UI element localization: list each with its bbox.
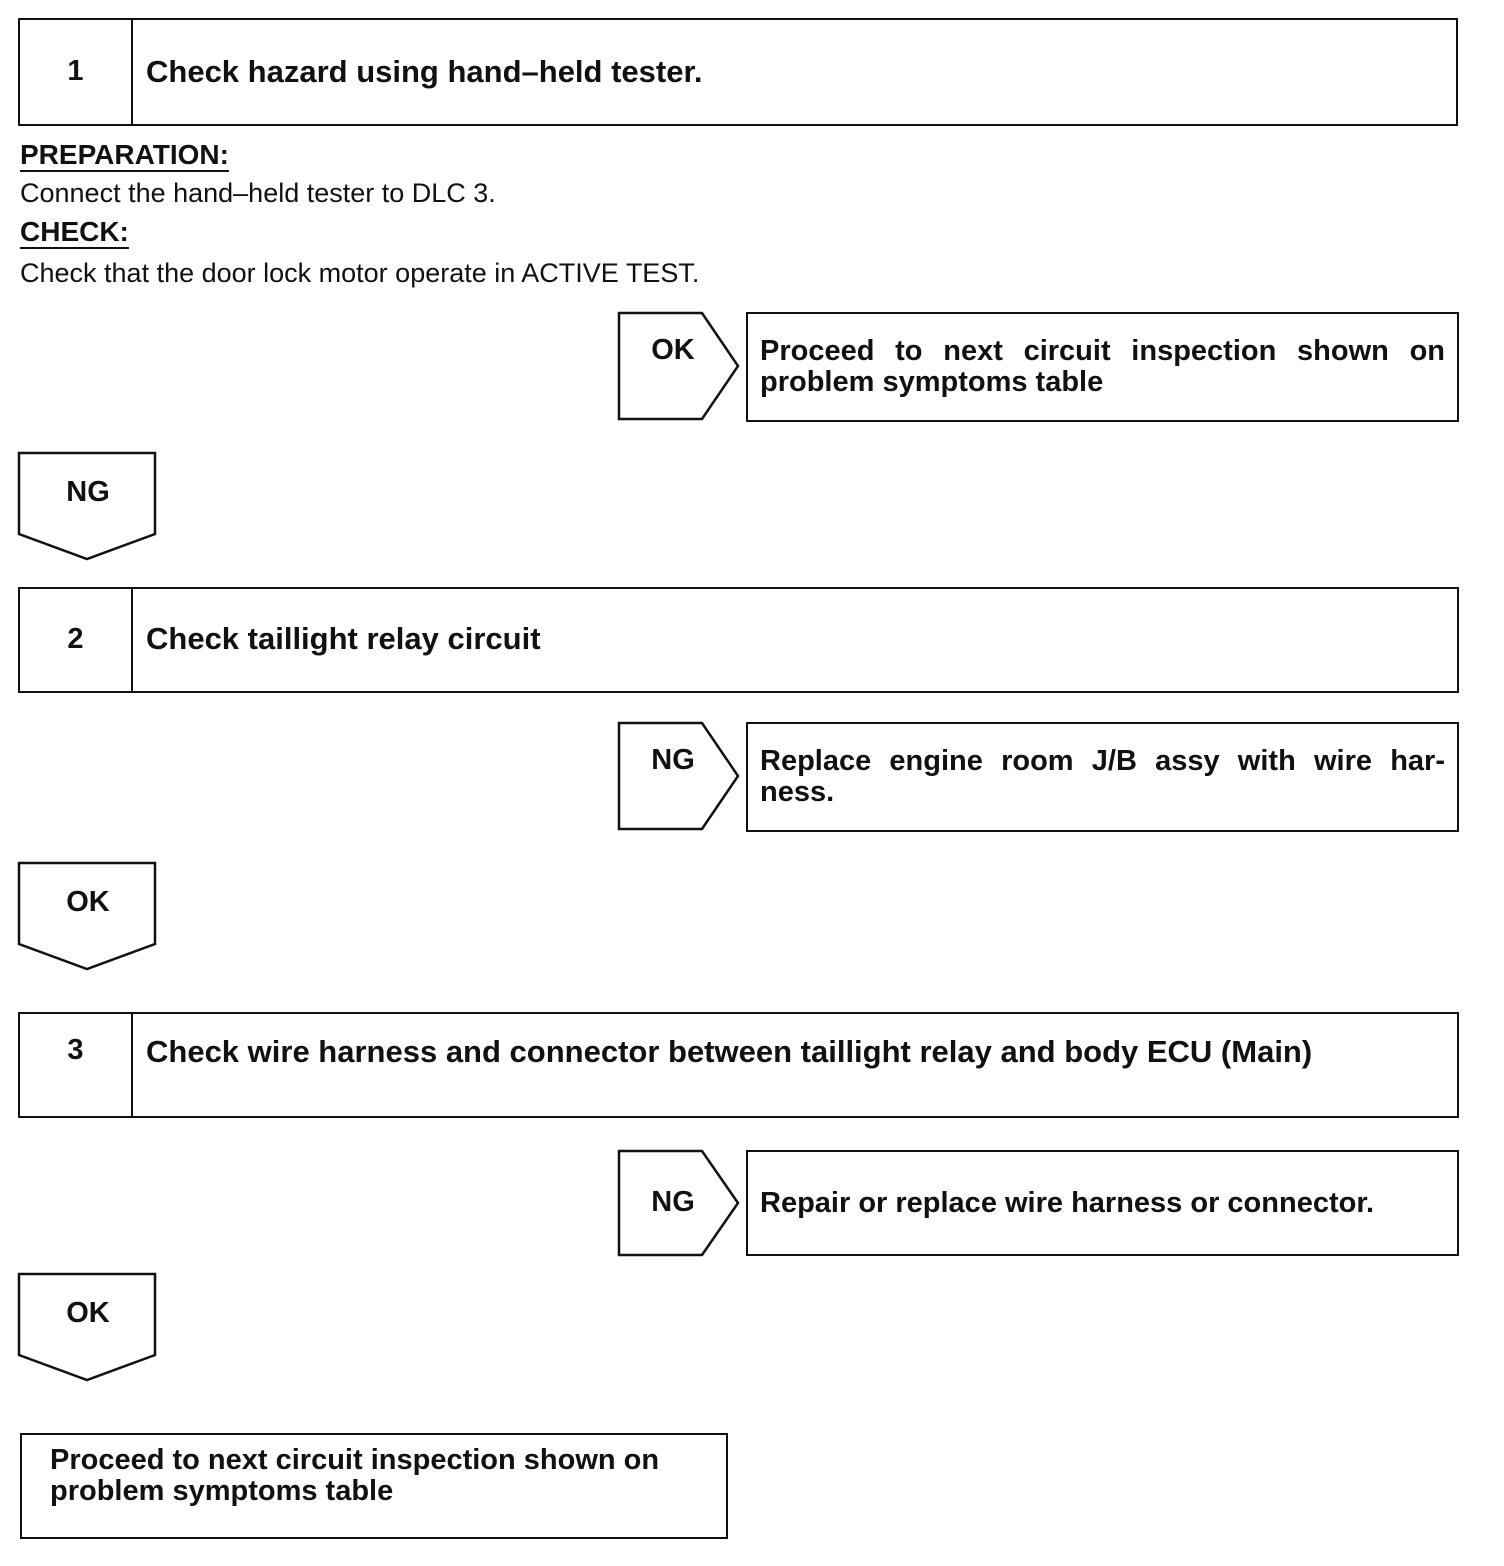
step-3-ng-result: Repair or replace wire harness or connector. [746, 1150, 1459, 1256]
step-2-number: 2 [20, 589, 133, 691]
step-1-title: Check hazard using hand–held tester. [146, 54, 703, 89]
step-1-ok-label: OK [651, 334, 695, 366]
check-label: CHECK: [20, 216, 129, 247]
step-1-ok-result: Proceed to next circuit inspection shown on problem symptoms table [746, 312, 1459, 422]
step-2-ng-result: Replace engine room J/B assy with wire har-ness. [746, 722, 1459, 832]
step-3-ng-label: NG [651, 1186, 695, 1218]
preparation-label: PREPARATION: [20, 139, 229, 170]
step-2-ok-label: OK [66, 886, 110, 918]
preparation-text: Connect the hand–held tester to DLC 3. [20, 178, 496, 208]
step-3-ok-label: OK [66, 1297, 110, 1329]
final-result: Proceed to next circuit inspection shown on problem symptoms table [20, 1433, 728, 1539]
step-3-box [18, 1012, 1459, 1118]
step-1-box [18, 18, 1458, 126]
step-3-title: Check wire harness and connector between taillight relay and body ECU (Main) [146, 1034, 1313, 1069]
step-2-title: Check taillight relay circuit [146, 621, 541, 656]
step-2-ng-arrow [618, 722, 742, 832]
step-2-box [18, 587, 1459, 693]
step-1-ng-label: NG [66, 476, 110, 508]
check-text: Check that the door lock motor operate in ACTIVE TEST. [20, 258, 700, 288]
step-2-ng-label: NG [651, 744, 695, 776]
step-3-number: 3 [20, 1014, 133, 1116]
step-1-ok-arrow [618, 312, 742, 422]
step-1-number: 1 [20, 20, 133, 124]
